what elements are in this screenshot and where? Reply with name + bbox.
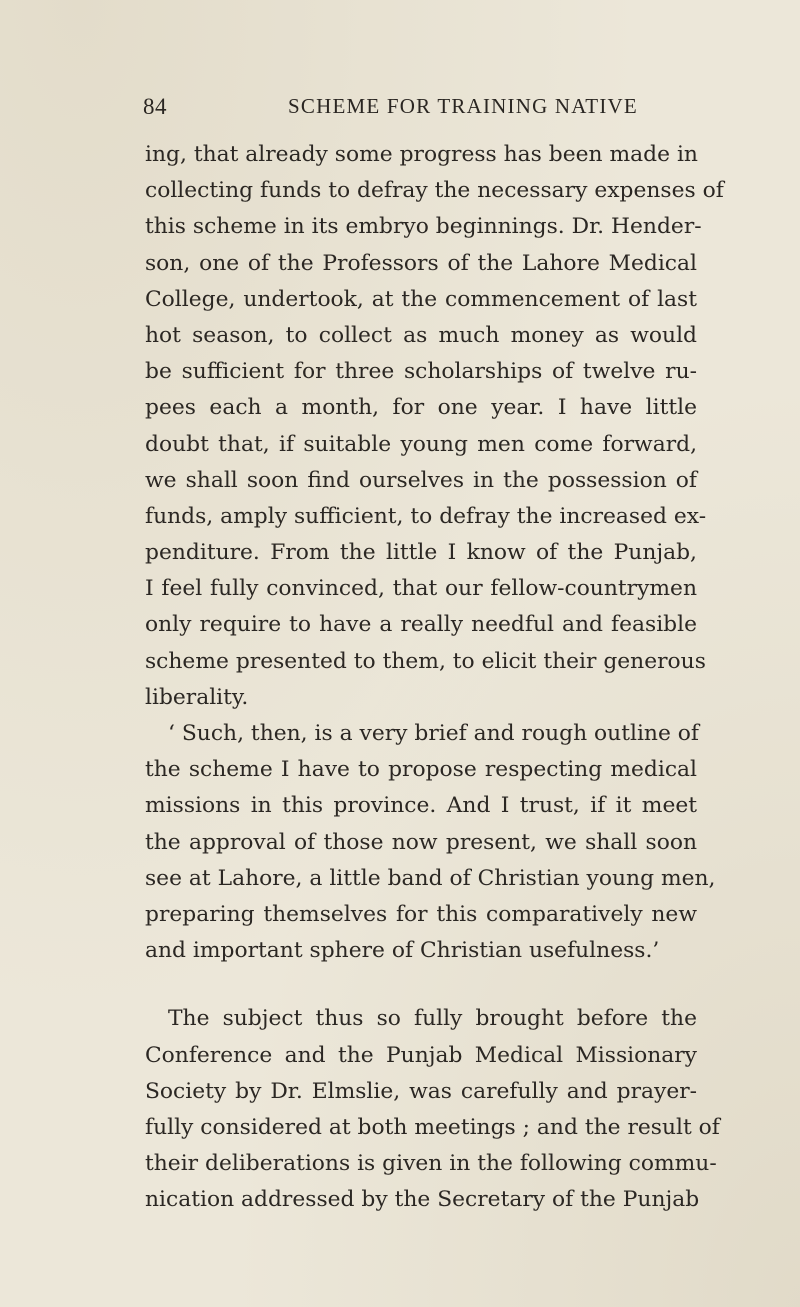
text-line: the scheme I have to propose respecting medical	[145, 757, 697, 783]
text-line: collecting funds to defray the necessary expenses of	[145, 178, 724, 204]
running-title: SCHEME FOR TRAINING NATIVE	[288, 94, 638, 118]
text-line: missions in this province. And I trust, if it meet	[145, 793, 697, 819]
text-line: son, one of the Professors of the Lahore Medical	[145, 250, 697, 276]
text-line: hot season, to collect as much money as would	[145, 322, 697, 348]
text-line: fully considered at both meetings ; and the result of	[145, 1114, 720, 1140]
text-line: College, undertook, at the commencement of last	[145, 286, 697, 312]
text-line: their deliberations is given in the following commu-	[145, 1151, 717, 1177]
text-line: preparing themselves for this comparatively new	[145, 901, 697, 927]
text-line: only require to have a really needful and feasible	[145, 612, 697, 638]
text-line: ‘ Such, then, is a very brief and rough outline of	[168, 721, 699, 746]
text-line: we shall soon find ourselves in the possession of	[145, 467, 697, 493]
paragraph-spacer	[145, 969, 697, 1001]
text-line: nication addressed by the Secretary of the Punjab	[145, 1187, 700, 1213]
text-line: scheme presented to them, to elicit their generous	[145, 648, 706, 674]
text-line: The subject thus so fully brought before the	[168, 1006, 697, 1032]
running-head	[143, 94, 708, 126]
page-number: 84	[143, 94, 167, 119]
text-line: liberality.	[145, 684, 249, 710]
text-line: Conference and the Punjab Medical Missionary	[145, 1042, 697, 1068]
text-line: the approval of those now present, we shall soon	[145, 829, 697, 855]
text-line: see at Lahore, a little band of Christian young men,	[145, 865, 716, 891]
text-line: and important sphere of Christian usefulness.’	[145, 938, 660, 964]
text-line: penditure. From the little I know of the Punjab,	[145, 540, 697, 566]
text-line: Society by Dr. Elmslie, was carefully and prayer-	[145, 1078, 697, 1104]
text-line: pees each a month, for one year. I have little	[145, 395, 697, 421]
paragraph	[145, 716, 716, 969]
paragraph	[145, 137, 724, 716]
text-line: be sufficient for three scholarships of twelve ru-	[145, 359, 697, 385]
body-text	[145, 137, 724, 1218]
paragraph	[145, 1001, 720, 1218]
text-line: I feel fully convinced, that our fellow-countrymen	[145, 576, 697, 602]
text-line: doubt that, if suitable young men come forward,	[145, 431, 697, 457]
text-line: this scheme in its embryo beginnings. Dr. Hender-	[145, 214, 702, 240]
text-line: funds, amply sufficient, to defray the increased ex-	[145, 503, 707, 529]
text-line: ing, that already some progress has been made in	[145, 142, 698, 167]
